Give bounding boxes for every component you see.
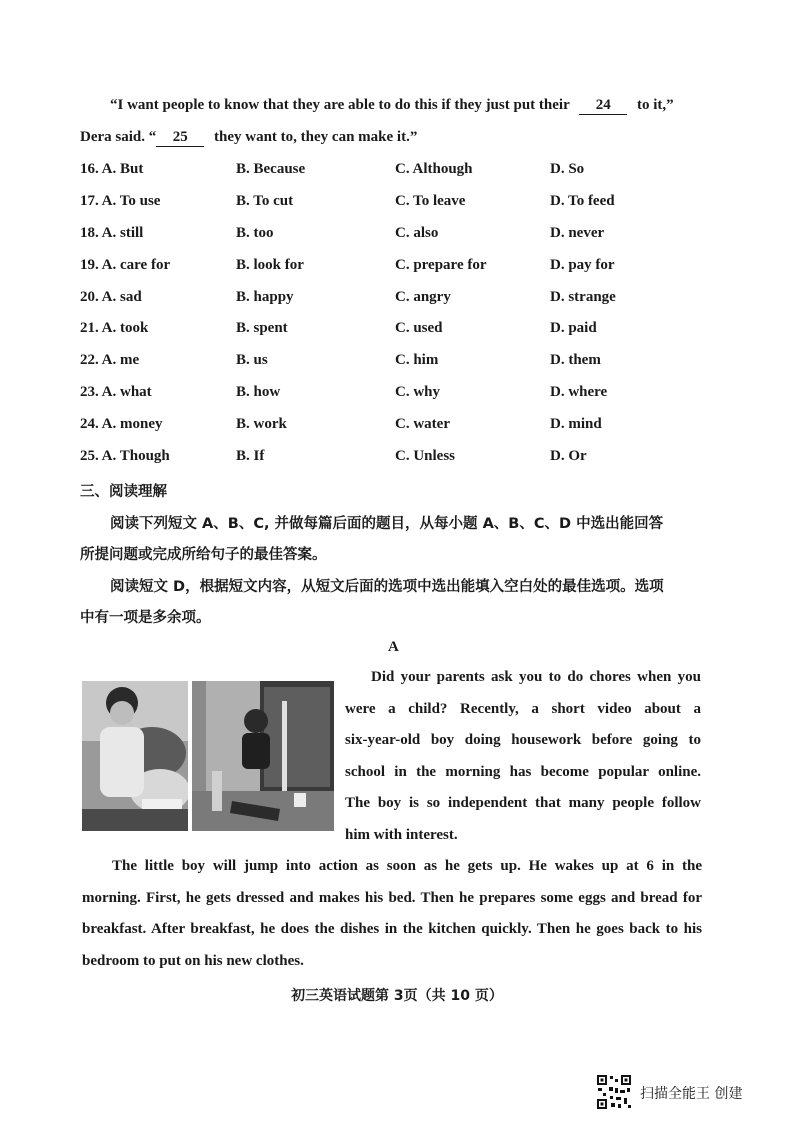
- option-d: D. never: [550, 225, 605, 241]
- instruction-text: 阅读下列短文 A、B、C, 并做每篇后面的题目，从每小题 A、B、C、D 中选出能回答: [110, 516, 664, 532]
- question-options-22: [80, 352, 720, 372]
- paragraph-line: were a child? Recently, a short video about a: [345, 700, 701, 717]
- option-b: B. If: [236, 448, 265, 464]
- option-c: C. why: [395, 384, 441, 400]
- option-a: 20. A. sad: [80, 289, 142, 305]
- option-a: 21. A. took: [80, 320, 149, 336]
- boy-chores-photo: [82, 681, 334, 831]
- option-d: D. So: [550, 161, 585, 177]
- option-b: B. too: [236, 225, 274, 241]
- question-options-23: [80, 384, 720, 404]
- option-d: D. strange: [550, 289, 616, 305]
- option-c: C. him: [395, 352, 439, 368]
- question-options-17: [80, 193, 720, 213]
- option-c: C. used: [395, 320, 443, 336]
- paragraph-line: him with interest.: [345, 826, 458, 843]
- cloze-text: to it,”: [636, 97, 674, 113]
- option-a: 18. A. still: [80, 225, 144, 241]
- blank-25: 25: [156, 129, 204, 147]
- option-a: 22. A. me: [80, 352, 140, 368]
- option-a: 17. A. To use: [80, 193, 161, 209]
- section-heading: 三、阅读理解: [80, 484, 167, 500]
- instruction-text: 所提问题或完成所给句子的最佳答案。: [80, 547, 327, 563]
- paragraph-line: The little boy will jump into action as soon as he gets up. He wakes up at 6 in the: [112, 858, 702, 874]
- blank-24: 24: [579, 97, 627, 115]
- instruction-text: 阅读短文 D，根据短文内容，从短文后面的选项中选出能填入空白处的最佳选项。选项: [110, 579, 664, 595]
- option-d: D. where: [550, 384, 608, 400]
- option-c: C. prepare for: [395, 257, 487, 273]
- cloze-text: Dera said. “: [80, 129, 157, 145]
- option-c: C. To leave: [395, 193, 466, 209]
- option-c: C. angry: [395, 289, 451, 305]
- option-b: B. happy: [236, 289, 294, 305]
- option-c: C. Unless: [395, 448, 456, 464]
- cloze-line-2: [80, 129, 417, 147]
- option-b: B. us: [236, 352, 268, 368]
- paragraph-line: bedroom to put on his new clothes.: [82, 952, 304, 969]
- option-d: D. mind: [550, 416, 602, 432]
- option-d: D. them: [550, 352, 601, 368]
- passage-a-body: [82, 851, 702, 977]
- question-options-21: [80, 320, 720, 340]
- cloze-line-1: [110, 97, 674, 115]
- paragraph-line: breakfast. After breakfast, he does the dishes in the kitchen quickly. Then he goes back to his: [82, 921, 702, 937]
- option-b: B. Because: [236, 161, 306, 177]
- question-options-16: [80, 161, 720, 181]
- option-c: C. also: [395, 225, 439, 241]
- question-options-24: [80, 416, 720, 436]
- cloze-text: they want to, they can make it.”: [214, 129, 418, 145]
- option-b: B. how: [236, 384, 281, 400]
- question-options-20: [80, 289, 720, 309]
- paragraph-line: Did your parents ask you to do chores when you: [371, 669, 701, 685]
- paragraph-line: six-year-old boy doing housework before going to: [345, 732, 701, 748]
- option-d: D. paid: [550, 320, 597, 336]
- option-a: 23. A. what: [80, 384, 152, 400]
- paragraph-line: school in the morning has become popular online.: [345, 763, 701, 780]
- option-b: B. work: [236, 416, 287, 432]
- scanner-watermark-label: 扫描全能王 创建: [640, 1086, 743, 1102]
- passage-photo: [82, 681, 334, 831]
- question-options-19: [80, 257, 720, 277]
- paragraph-line: morning. First, he gets dressed and makes his bed. Then he prepares some eggs and bread for: [82, 889, 702, 906]
- option-c: C. water: [395, 416, 450, 432]
- option-d: D. Or: [550, 448, 587, 464]
- question-options-25: [80, 448, 720, 468]
- option-b: B. spent: [236, 320, 288, 336]
- paragraph-line: The boy is so independent that many people follow: [345, 795, 701, 811]
- option-a: 24. A. money: [80, 416, 163, 432]
- option-d: D. pay for: [550, 257, 615, 273]
- question-options-18: [80, 225, 720, 245]
- page-footer: 初三英语试题第 3页（共 10 页）: [291, 988, 503, 1004]
- qr-code-icon: [596, 1074, 632, 1110]
- option-a: 25. A. Though: [80, 448, 170, 464]
- option-d: D. To feed: [550, 193, 615, 209]
- option-c: C. Although: [395, 161, 473, 177]
- option-a: 16. A. But: [80, 161, 144, 177]
- passage-a-intro: [345, 662, 701, 851]
- option-b: B. To cut: [236, 193, 294, 209]
- passage-title: A: [388, 639, 399, 655]
- option-a: 19. A. care for: [80, 257, 171, 273]
- cloze-text: “I want people to know that they are able to do this if they just put their: [110, 97, 570, 113]
- instruction-text: 中有一项是多余项。: [80, 610, 211, 626]
- option-b: B. look for: [236, 257, 304, 273]
